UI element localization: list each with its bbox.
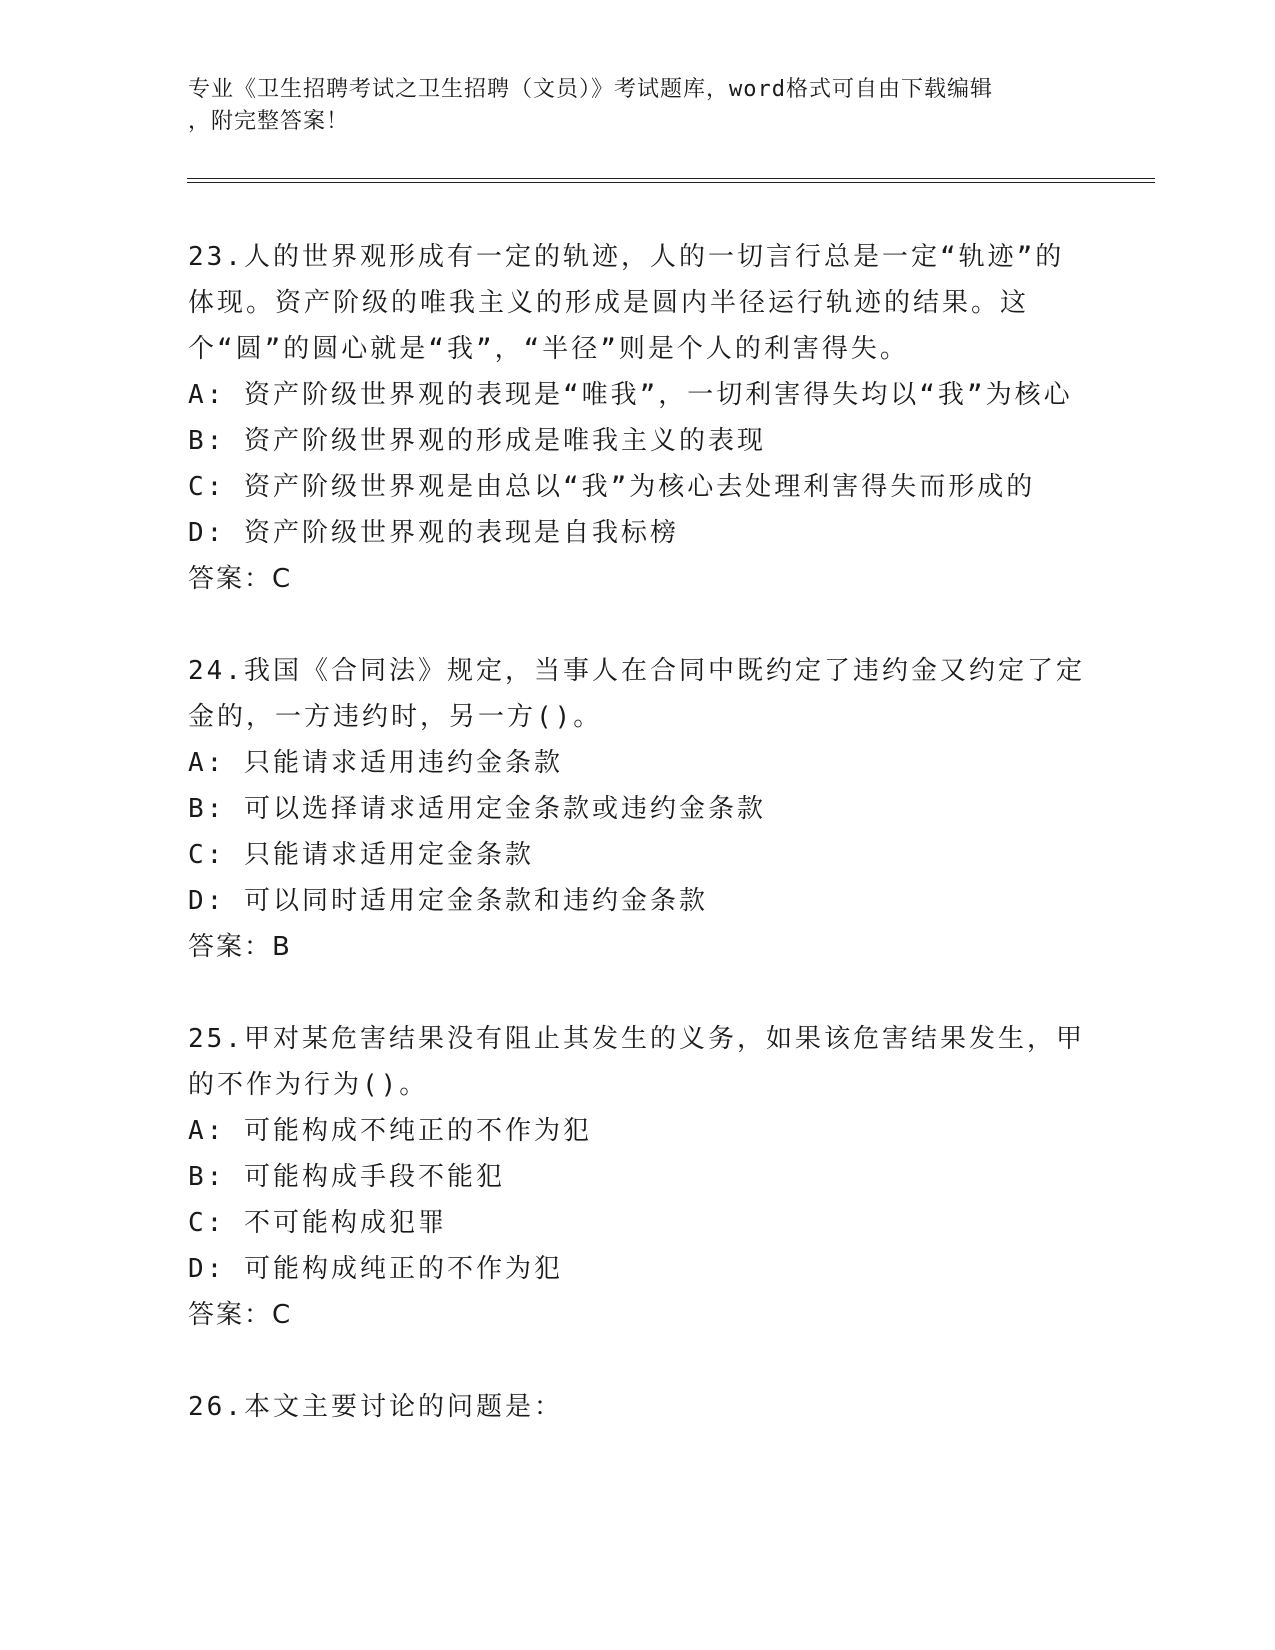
answer: 答案：C xyxy=(188,1300,293,1330)
option-d: D: 可以同时适用定金条款和违约金条款 xyxy=(188,886,708,916)
option-c: C: 只能请求适用定金条款 xyxy=(188,840,534,870)
document-header xyxy=(188,74,1088,138)
header-line-1: 专业《卫生招聘考试之卫生招聘（文员）》考试题库，word格式可自由下载编辑 xyxy=(188,77,993,102)
option-b: B: 可以选择请求适用定金条款或违约金条款 xyxy=(188,794,766,824)
answer: 答案：C xyxy=(188,564,293,594)
question-26 xyxy=(188,1384,1088,1430)
question-23 xyxy=(188,234,1088,602)
option-c: C: 不可能构成犯罪 xyxy=(188,1208,447,1238)
question-list xyxy=(188,234,1088,1476)
header-divider-bottom xyxy=(187,182,1155,183)
option-a: A: 只能请求适用违约金条款 xyxy=(188,748,563,778)
header-divider-top xyxy=(187,178,1155,179)
option-a: A: 可能构成不纯正的不作为犯 xyxy=(188,1116,592,1146)
question-stem: 24.我国《合同法》规定，当事人在合同中既约定了违约金又约定了定金的，一方违约时，另一方()。 xyxy=(188,656,1085,732)
question-stem: 26.本文主要讨论的问题是： xyxy=(188,1392,563,1422)
option-a: A: 资产阶级世界观的表现是“唯我”，一切利害得失均以“我”为核心 xyxy=(188,380,1073,410)
option-b: B: 资产阶级世界观的形成是唯我主义的表现 xyxy=(188,426,766,456)
question-25 xyxy=(188,1016,1088,1338)
question-stem: 25.甲对某危害结果没有阻止其发生的义务，如果该危害结果发生，甲的不作为行为()。 xyxy=(188,1024,1085,1100)
question-stem: 23.人的世界观形成有一定的轨迹，人的一切言行总是一定“轨迹”的体现。资产阶级的唯我主义的形成是圆内半径运行轨迹的结果。这个“圆”的圆心就是“我”，“半径”则是个人的利害得失。 xyxy=(188,242,1065,364)
option-d: D: 可能构成纯正的不作为犯 xyxy=(188,1254,563,1284)
answer: 答案：B xyxy=(188,932,292,962)
option-d: D: 资产阶级世界观的表现是自我标榜 xyxy=(188,518,679,548)
option-b: B: 可能构成手段不能犯 xyxy=(188,1162,505,1192)
option-c: C: 资产阶级世界观是由总以“我”为核心去处理利害得失而形成的 xyxy=(188,472,1036,502)
header-line-2: ，附完整答案！ xyxy=(188,109,350,134)
question-24 xyxy=(188,648,1088,970)
